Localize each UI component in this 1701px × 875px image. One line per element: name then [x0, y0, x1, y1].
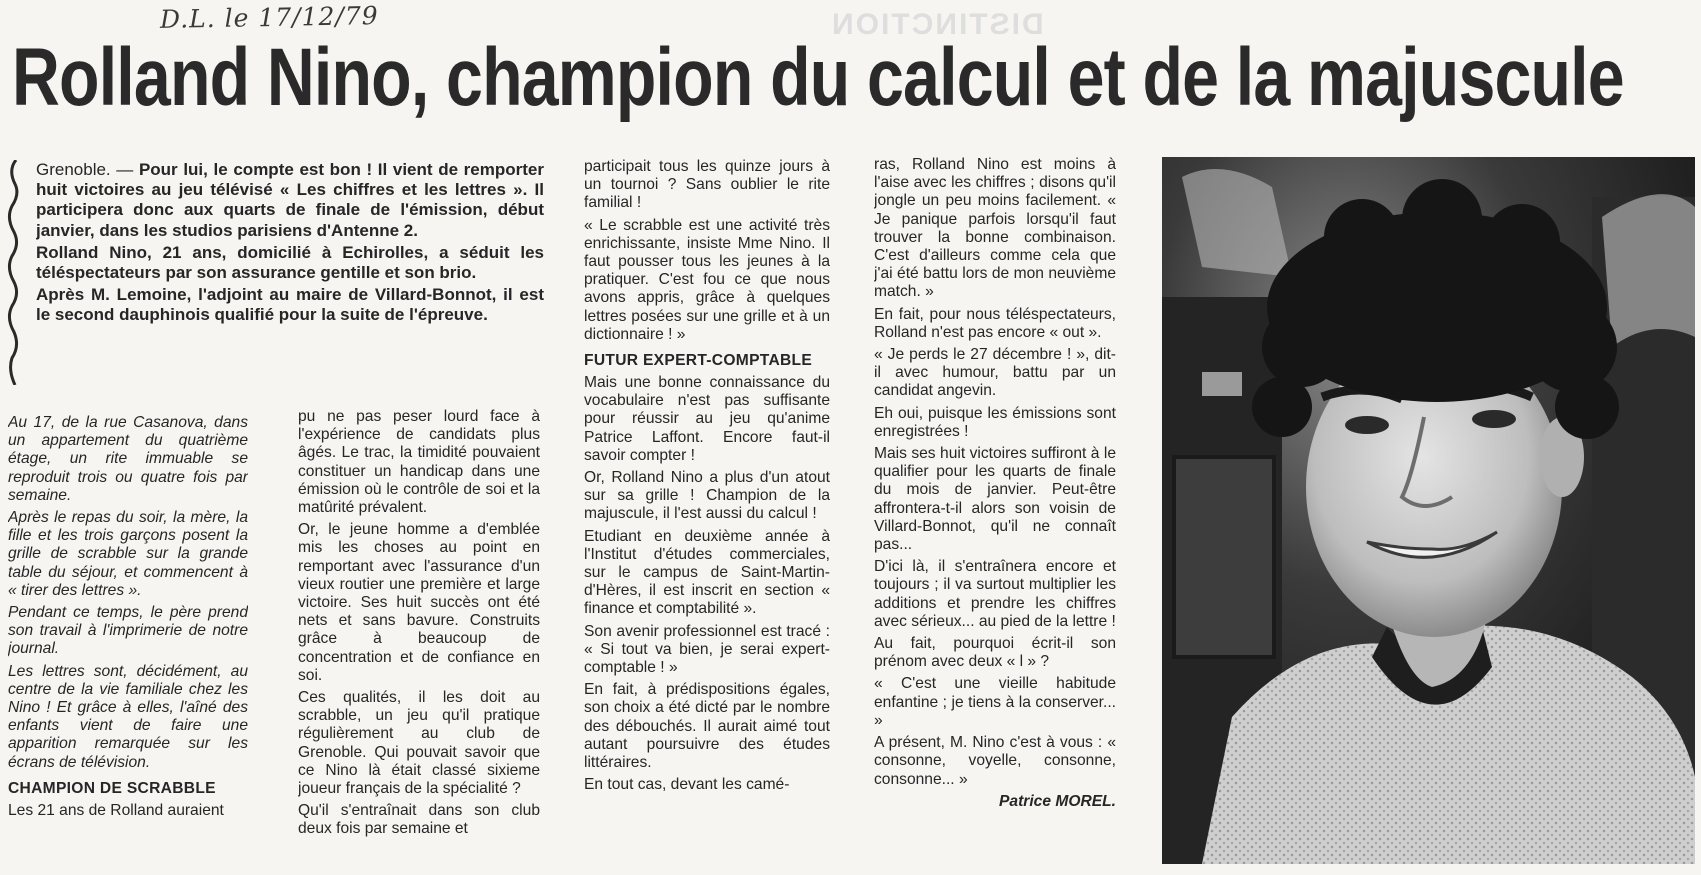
intro-paragraph: Après M. Lemoine, l'adjoint au maire de Villard-Bonnot, il est le second dauphinois qualifié pour la suite de l'épreuve. — [36, 285, 544, 325]
headline: Rolland Nino, champion du calcul et de la majuscule — [12, 32, 1624, 123]
intro-paragraph: Grenoble. — Pour lui, le compte est bon ! Il vient de remporter huit victoires au jeu télévisé « Les chiffres et les lettres ». Il participera donc aux quarts de finale de l'émission, début janvier, dans les studios parisiens d'Antenne 2. — [36, 160, 544, 240]
paragraph: ras, Rolland Nino est moins à l'aise avec les chiffres ; disons qu'il jongle un peu moins facilement. « Je panique parfois lorsqu'il faut trouver la bonne combinaison. C'est d'ailleurs comme cela que j'ai été battu lors de mon neuvième match. » — [874, 156, 1116, 301]
article-column-4 — [874, 156, 1116, 811]
subheading-futur-expert-comptable: FUTUR EXPERT-COMPTABLE — [584, 352, 813, 370]
paragraph: « Je perds le 27 décembre ! », dit-il avec humour, battu par un candidat angevin. — [874, 346, 1116, 400]
paragraph: Eh oui, puisque les émissions sont enregistrées ! — [874, 404, 1116, 440]
paragraph: Au 17, de la rue Casanova, dans un appartement du quatrième étage, un rite immuable se reproduit trois ou quatre fois par semaine. — [8, 414, 248, 504]
dateline: Grenoble. — — [36, 160, 139, 179]
paragraph: Son avenir professionnel est tracé : « Si tout va bien, je serai expert-comptable ! » — [584, 622, 830, 677]
handwritten-date-note: D.L. le 17/12/79 — [159, 1, 379, 34]
article-column-3 — [584, 158, 830, 799]
paragraph: En tout cas, devant les camé- — [584, 776, 790, 794]
paragraph: En fait, pour nous téléspectateurs, Rolland n'est pas encore « out ». — [874, 305, 1116, 341]
paragraph: Mais une bonne connaissance du vocabulaire n'est pas suffisante pour réussir au jeu qu'anime Patrice Laffont. Encore faut-il savoir compter ! — [584, 374, 830, 464]
paragraph: Mais ses huit victoires suffiront à le qualifier pour les quarts de finale du mois de janvier. Peut-être affrontera-t-il alors son voisin de Villard-Bonnot, qu'il ne connaît pas... — [874, 445, 1116, 554]
paragraph: Au fait, pourquoi écrit-il son prénom avec deux « l » ? — [874, 635, 1116, 671]
paragraph: « C'est une vieille habitude enfantine ; je tiens à la conserver... » — [874, 675, 1116, 729]
paragraph: A présent, M. Nino c'est à vous : « consonne, voyelle, consonne, consonne... » — [874, 734, 1116, 788]
paragraph: En fait, à prédispositions égales, son choix a été dicté par le nombre des débouchés. Il aurait aimé tout autant poursuivre des études littéraires. — [584, 681, 830, 772]
paragraph: Qu'il s'entraînait dans son club deux fois par semaine et — [298, 802, 540, 838]
intro-bracket — [6, 160, 20, 385]
portrait-photo — [1162, 157, 1695, 864]
subheading-champion-de-scrabble: CHAMPION DE SCRABBLE — [8, 779, 216, 797]
paragraph: Les lettres sont, décidément, au centre de la vie familiale chez les Nino ! Et grâce à elles, l'aîné des enfants vient de faire une apparition remarquée sur les écrans de télévision. — [8, 662, 248, 771]
article-column-1 — [8, 414, 248, 824]
paragraph: Les 21 ans de Rolland auraient — [8, 801, 224, 819]
author-signature: Patrice MOREL. — [999, 792, 1116, 810]
intro-block — [36, 160, 544, 328]
paragraph: D'ici là, il s'entraînera encore et toujours ; il va surtout multiplier les additions et prendre les chiffres avec sérieux... au pied de la lettre ! — [874, 558, 1116, 630]
paragraph: Pendant ce temps, le père prend son travail à l'imprimerie de notre journal. — [8, 604, 248, 658]
paragraph: pu ne pas peser lourd face à l'expérience de candidats plus âgés. Le trac, la timidité pouvaient constituer un handicap dans une émission où le contrôle de soi et la matûrité prévalent. — [298, 408, 540, 517]
intro-paragraph: Rolland Nino, 21 ans, domicilié à Echirolles, a séduit les téléspectateurs par son assurance gentille et son brio. — [36, 242, 544, 283]
bleed-through-text: DISTINCTION — [830, 8, 1044, 41]
paragraph: Or, Rolland Nino a plus d'un atout sur sa grille ! Champion de la majuscule, il l'est aussi du calcul ! — [584, 469, 830, 523]
paragraph: « Le scrabble est une activité très enrichissante, insiste Mme Nino. Il faut pousser tous les jeunes à la pratiquer. C'est fou ce que nous avons appris, grâce à quelques lettres posées sur une grille et à un dictionnaire ! » — [584, 216, 830, 343]
paragraph: Etudiant en deuxième année à l'Institut d'études commerciales, sur le campus de Saint-Martin-d'Hères, il est inscrit en section « finance et comptabilité ». — [584, 527, 830, 618]
paragraph: Après le repas du soir, la mère, la fille et les trois garçons posent la grille de scrabble sur la grande table du séjour, et commencent à « tirer des lettres ». — [8, 509, 248, 599]
article-column-2 — [298, 408, 540, 843]
portrait-illustration — [1162, 157, 1695, 864]
paragraph: Or, le jeune homme a d'emblée mis les choses au point en remportant avec l'assurance d'un vieux routier une première et large victoire. Ses huit succès ont été nets et sans bavure. Construits grâce à beaucoup de concentration et de confiance en soi. — [298, 521, 540, 684]
paragraph: participait tous les quinze jours à un tournoi ? Sans oublier le rite familial ! — [584, 158, 830, 212]
paragraph: Ces qualités, il les doit au scrabble, un jeu qu'il pratique régulièrement au club de Grenoble. Qui pouvait savoir que ce Nino là était classé sixieme joueur français de la spécialité ? — [298, 689, 540, 798]
